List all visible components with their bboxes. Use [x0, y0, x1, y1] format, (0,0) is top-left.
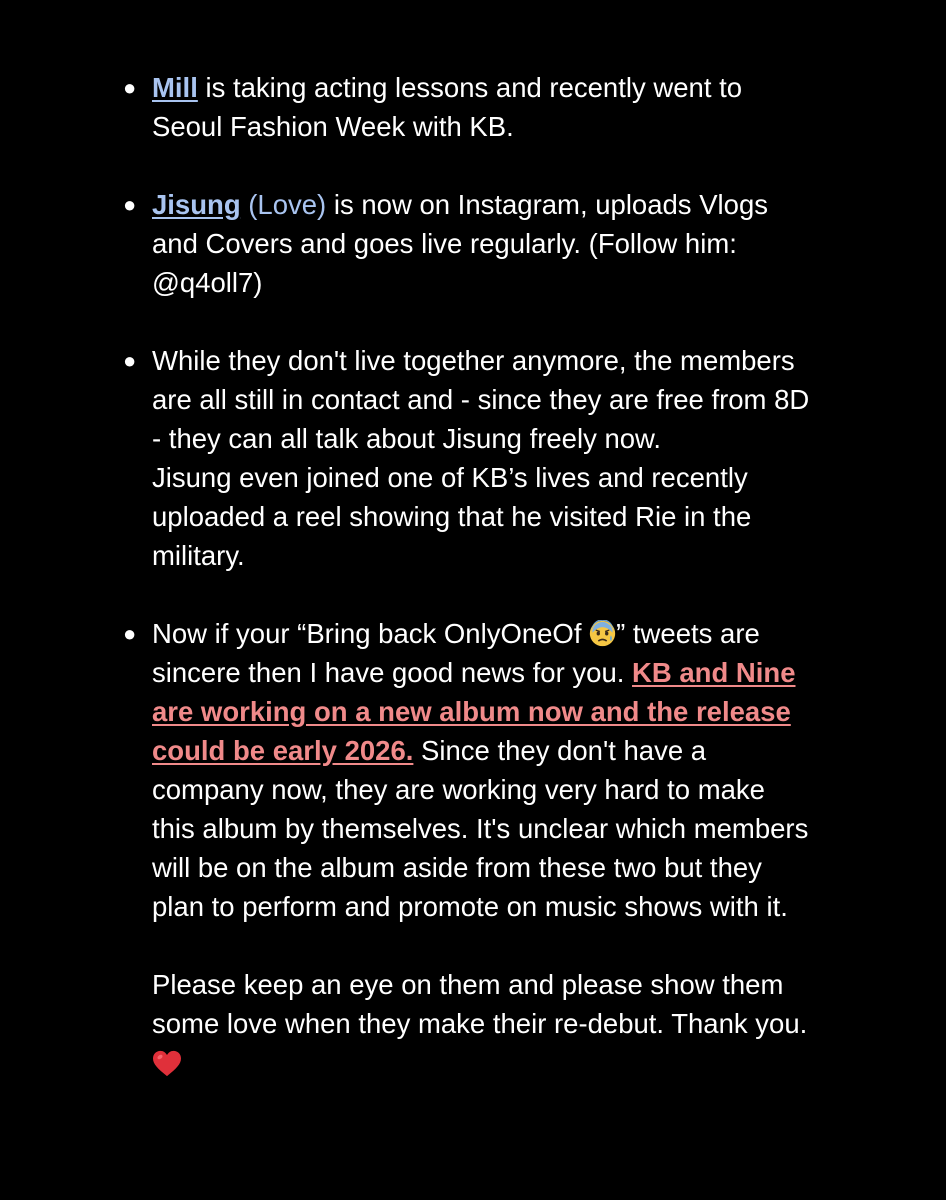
jisung-alias: (Love) [240, 189, 327, 220]
closing-line: some love when they make their re-debut. Thank you. [152, 1008, 808, 1039]
list-item-members-contact [0, 341, 946, 575]
closing-line: Please keep an eye on them and please show them [152, 969, 784, 1000]
item-line: this album by themselves. It's unclear which members [152, 813, 809, 844]
item-line: company now, they are working very hard to make [152, 774, 765, 805]
jisung-link[interactable]: Jisung [152, 189, 241, 220]
item-line: uploaded a reel showing that he visited Rie in the [152, 501, 752, 532]
item-line: - they can all talk about Jisung freely now. [152, 423, 662, 454]
bullet: ● [123, 75, 137, 100]
document-body [0, 68, 946, 1082]
item-line: plan to perform and promote on music shows with it. [152, 891, 788, 922]
item-line: @q4oll7) [152, 267, 263, 298]
item-line: Seoul Fashion Week with KB. [152, 111, 514, 142]
album-news-link-part3[interactable]: could be early 2026. [152, 735, 414, 766]
list-item-new-album [0, 614, 946, 926]
item-line: and Covers and goes live regularly. (Follow him: [152, 228, 737, 259]
bullet: ● [123, 192, 137, 217]
album-news-link-part1[interactable]: KB and Nine [632, 657, 796, 688]
item-line: Jisung even joined one of KB’s lives and recently [152, 462, 748, 493]
mill-link[interactable]: Mill [152, 72, 198, 103]
closing-heart-line [152, 1043, 886, 1082]
red-heart-icon [152, 1050, 182, 1078]
item-line: military. [152, 540, 245, 571]
item-line: sincere then I have good news for you. KB and Nine [152, 657, 796, 688]
item-line: Jisung (Love) is now on Instagram, uploads Vlogs [152, 189, 768, 220]
bullet: ● [123, 348, 137, 373]
list-item-mill [0, 68, 946, 146]
album-news-link-part2[interactable]: are working on a new album now and the release [152, 696, 791, 727]
closing-paragraph [0, 965, 946, 1082]
item-line: could be early 2026. Since they don't have a [152, 735, 707, 766]
list-item-jisung [0, 185, 946, 302]
sad-but-relieved-face-icon [589, 620, 616, 647]
item-line: will be on the album aside from these two but they [152, 852, 762, 883]
bullet: ● [123, 621, 137, 646]
item-line: While they don't live together anymore, the members [152, 345, 795, 376]
item-line: Now if your “Bring back OnlyOneOf ” tweets are [152, 618, 760, 649]
item-line [152, 692, 886, 731]
item-line: are all still in contact and - since they are free from 8D [152, 384, 810, 415]
item-line: Mill is taking acting lessons and recently went to [152, 72, 743, 103]
